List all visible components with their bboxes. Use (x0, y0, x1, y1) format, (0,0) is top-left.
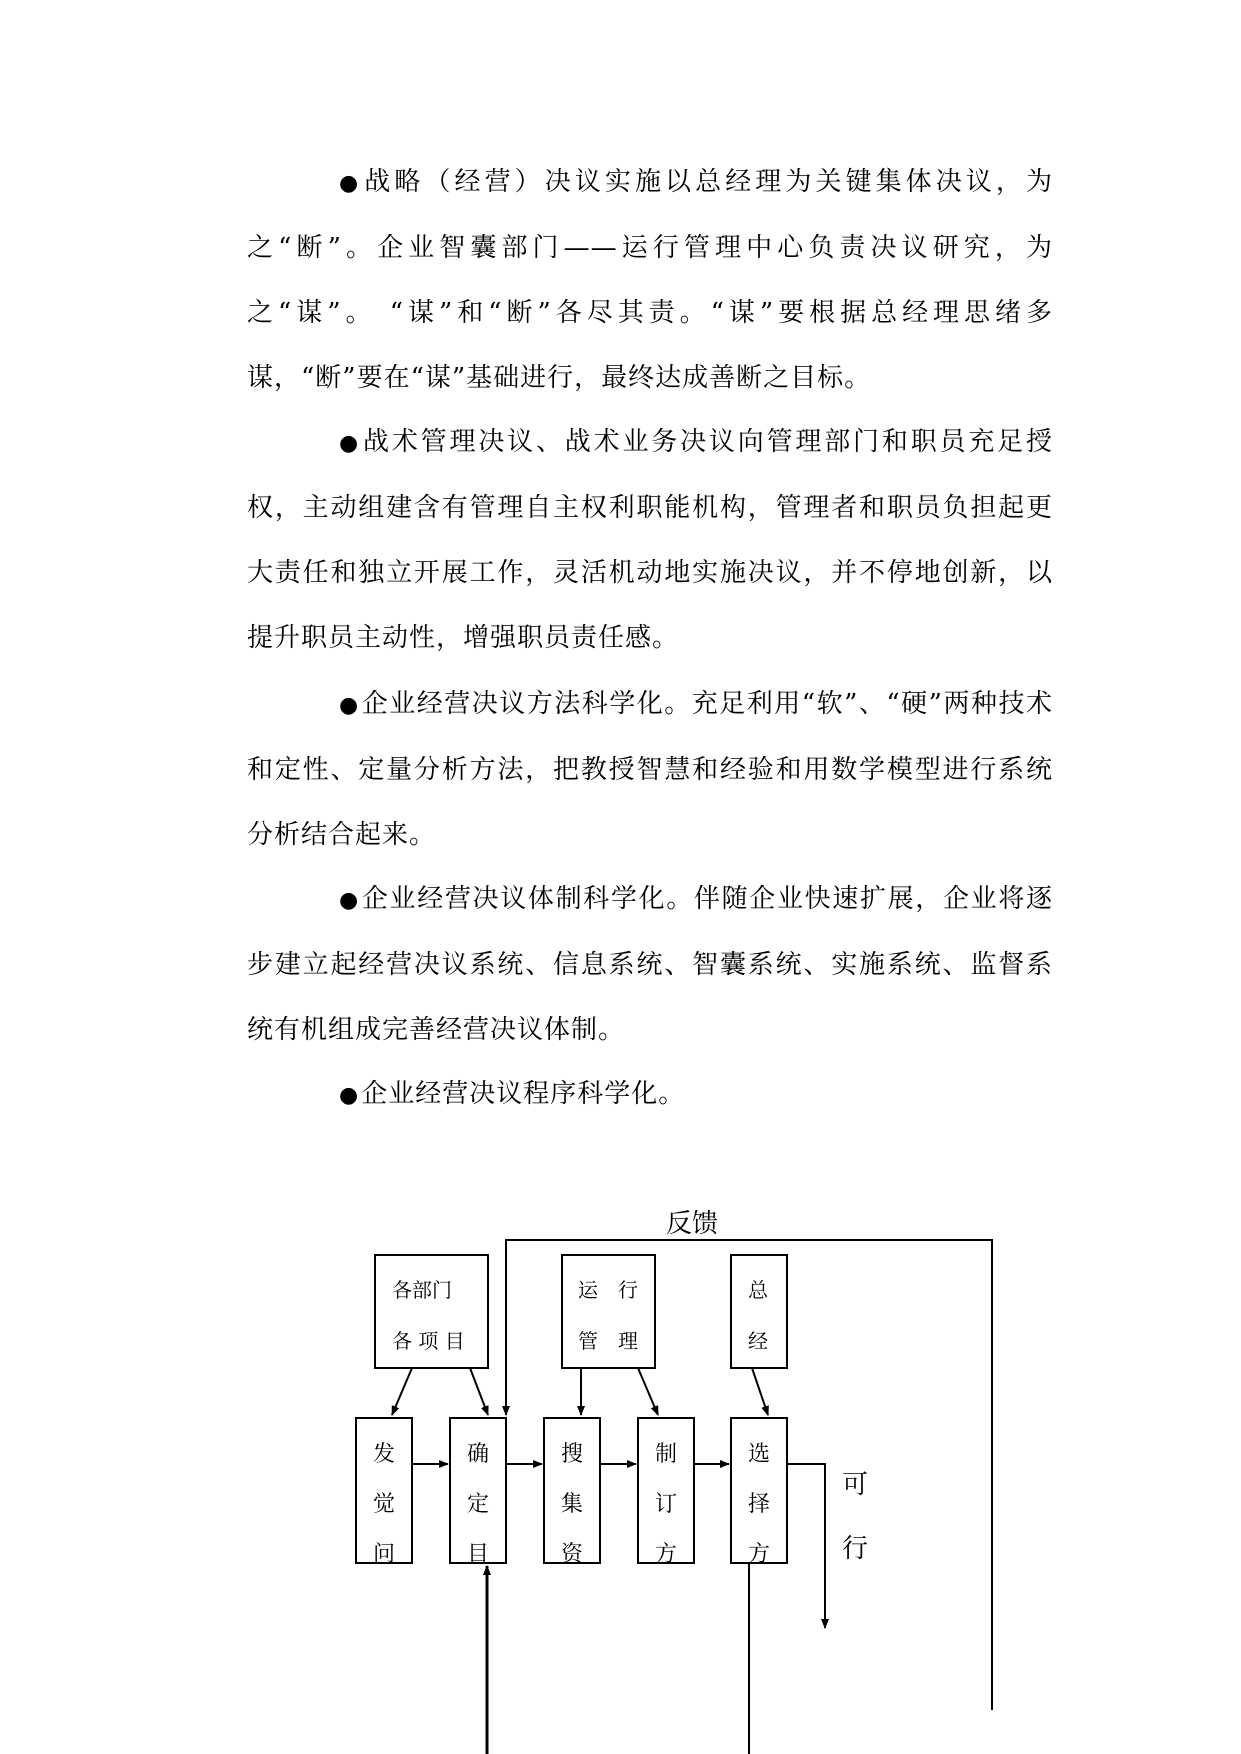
step-box-line: 资 (561, 1542, 584, 1567)
top-box-line: 管 理 (578, 1329, 638, 1353)
arrow-departments-to-goal (470, 1368, 488, 1415)
top-box-general-manager (731, 1255, 787, 1368)
arrow-departments-to-discover (392, 1368, 412, 1415)
top-box-line: 经 (748, 1329, 768, 1353)
step-box-line: 制 (655, 1442, 678, 1467)
step-box-define-goal (450, 1418, 506, 1567)
step-box-collect-data (544, 1418, 600, 1567)
arrow-operations-to-plan (638, 1368, 658, 1415)
step-box-line: 定 (467, 1492, 490, 1517)
step-box-line: 目 (467, 1542, 490, 1567)
step-box-line: 择 (748, 1492, 771, 1517)
top-box-line: 运 行 (578, 1278, 638, 1302)
top-box-line: 各部门 (392, 1278, 452, 1302)
paragraph-text: 企业经营决议程序科学化。 (361, 1079, 686, 1109)
step-box-discover-problem (356, 1418, 412, 1567)
arrow-manager-to-select (752, 1368, 768, 1415)
top-box-departments (375, 1255, 488, 1368)
step-box-select-plan (731, 1418, 787, 1567)
feedback-label: 反馈 (666, 1209, 719, 1239)
paragraph-text: 企业经营决议方法科学化。充足利用“软”、“硬”两种技术和定性、定量分析方法，把教授智慧和经验和用数学模型进行系统分析结合起来。 (247, 689, 1053, 850)
step-box-line: 觉 (373, 1492, 396, 1517)
bullet-icon: ● (339, 693, 360, 718)
side-label: 行 (842, 1534, 869, 1564)
step-box-line: 确 (467, 1442, 490, 1467)
step-box-line: 集 (561, 1492, 584, 1517)
step-box-line: 发 (373, 1442, 396, 1467)
step-box-line: 搜 (561, 1442, 584, 1467)
bullet-icon: ● (339, 171, 363, 196)
bullet-icon: ● (339, 888, 360, 913)
step-box-make-plan (638, 1418, 694, 1567)
bullet-icon: ● (339, 1083, 360, 1108)
arrow-feasible-output (787, 1464, 825, 1628)
step-box-line: 选 (748, 1442, 771, 1467)
bullet-icon: ● (339, 431, 362, 456)
side-label: 可 (842, 1470, 869, 1500)
top-box-line: 总 (748, 1278, 768, 1302)
top-box-operations-management (562, 1255, 655, 1368)
step-box-line: 问 (373, 1542, 396, 1567)
paragraph-text: 战略（经营）决议实施以总经理为关键集体决议，为之“断”。企业智囊部门——运行管理中心负责决议研究，为之“谋”。 “谋”和“断”各尽其责。“谋”要根据总经理思绪多谋，“断”要在“谋”基础进行，最终达成善断之目标。 (247, 167, 1053, 393)
step-box-line: 方 (655, 1542, 678, 1567)
step-box-line: 方 (748, 1542, 771, 1567)
top-box-line: 各 项 目 (392, 1329, 465, 1353)
paragraph-text: 企业经营决议体制科学化。伴随企业快速扩展，企业将逐步建立起经营决议系统、信息系统、智囊系统、实施系统、监督系统有机组成完善经营决议体制。 (247, 884, 1053, 1045)
step-box-line: 订 (655, 1492, 678, 1517)
paragraph-text: 战术管理决议、战术业务决议向管理部门和职员充足授权，主动组建含有管理自主权利职能机构，管理者和职员负担起更大责任和独立开展工作，灵活机动地实施决议，并不停地创新，以提升职员主动性，增强职员责任感。 (247, 427, 1053, 653)
